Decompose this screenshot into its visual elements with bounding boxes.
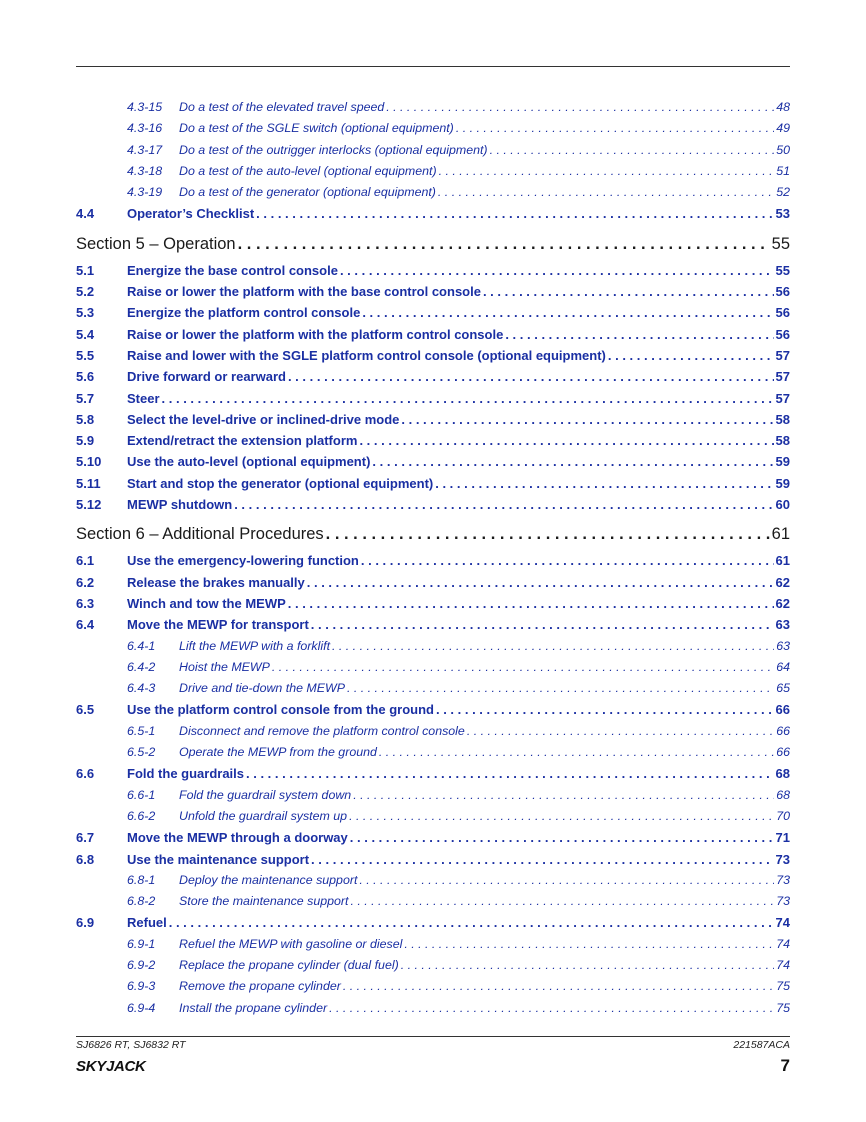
toc-entry-title: Operate the MEWP from the ground [179,745,377,760]
toc-leader-dots [608,345,774,366]
toc-page-number: 74 [776,936,790,951]
toc-subentry[interactable] [76,891,790,912]
toc-entry-title: Drive forward or rearward [127,369,286,385]
toc-entry-title: Raise or lower the platform with the base control console [127,284,481,300]
toc-page-number: 62 [775,595,790,611]
toc-subentry[interactable] [76,636,790,657]
toc-leader-dots [456,118,774,139]
toc-entry-title: Do a test of the SGLE switch (optional equipment) [179,121,454,136]
toc-entry-title: Deploy the maintenance support [179,872,358,887]
toc-leader-dots [401,955,774,976]
toc-leader-dots [162,388,774,409]
toc-subentry[interactable] [76,806,790,827]
header-rule [76,66,790,67]
toc-entry-number: 6.9-2 [127,957,156,972]
footer-rule [76,1036,790,1037]
toc-leader-dots [256,203,773,224]
toc-leader-dots [238,231,770,258]
toc-entry-title: Section 5 – Operation [76,234,236,253]
toc-leader-dots [326,521,770,548]
toc-entry-number: 4.3-19 [127,185,163,200]
toc-entry-title: Do a test of the auto-level (optional equipment) [179,163,437,178]
skyjack-logo [76,1056,164,1074]
toc-entry-title: Energize the platform control console [127,305,361,321]
toc-page-number: 58 [775,433,790,449]
toc-entry[interactable] [76,409,790,430]
toc-entry-title: Do a test of the elevated travel speed [179,100,385,114]
toc-page-number: 60 [775,497,790,513]
toc-entry[interactable] [76,827,790,848]
toc-page-number: 56 [775,284,790,300]
toc-entry-number: 5.7 [76,390,95,406]
toc-leader-dots [435,473,773,494]
toc-entry-number: 4.3-16 [127,121,163,136]
toc-page-number: 52 [776,185,790,200]
toc-page-number: 73 [776,894,790,909]
toc-page-number: 56 [775,326,790,342]
toc-leader-dots [467,721,774,742]
toc-leader-dots [329,998,774,1019]
toc-entry-number: 5.4 [76,326,95,342]
toc-leader-dots [311,849,773,870]
toc-leader-dots [439,161,775,182]
toc-leader-dots [246,763,774,784]
toc-page-number: 59 [775,454,790,470]
toc-entry-title: Refuel [127,915,167,931]
toc-entry-number: 6.4-1 [127,638,156,653]
toc-page-number: 71 [775,830,790,846]
toc-page-number: 57 [775,369,790,385]
toc-entry-title: Extend/retract the extension platform [127,433,358,449]
toc-entry[interactable] [76,366,790,387]
toc-entry-number: 4.4 [76,206,95,222]
toc-leader-dots [490,140,775,161]
toc-entry-number: 6.5-1 [127,723,156,738]
toc-page-number: 55 [771,234,790,253]
toc-leader-dots [359,870,774,891]
toc-entry[interactable] [76,430,790,451]
toc-subentry[interactable] [76,140,790,161]
toc-entry-title: Raise or lower the platform with the platform control console [127,326,504,342]
toc-entry[interactable] [76,388,790,409]
toc-page-number: 64 [776,659,790,674]
toc-page-number: 48 [776,100,790,114]
toc-page-number: 73 [776,872,790,887]
toc-page-number: 65 [776,681,790,696]
toc-entry-number: 6.9-3 [127,979,156,994]
toc-entry-title: Use the auto-level (optional equipment) [127,454,371,470]
toc-entry-number: 6.5-2 [127,745,156,760]
toc-entry-number: 6.2 [76,574,95,590]
toc-leader-dots [307,572,774,593]
toc-entry[interactable] [76,345,790,366]
toc-section-heading[interactable] [76,231,790,258]
toc-entry-number: 6.4 [76,617,95,633]
toc-page-number: 63 [775,617,790,633]
toc-leader-dots [353,785,774,806]
toc-page-number: 66 [776,745,790,760]
toc-entry-title: Store the maintenance support [179,894,349,909]
toc-entry-number: 6.6-2 [127,808,156,823]
toc-page-number: 68 [776,787,790,802]
toc-leader-dots [362,302,773,323]
toc-subentry[interactable] [76,118,790,139]
toc-entry-title: Use the emergency-lowering function [127,553,359,569]
toc-page-number: 61 [771,525,790,544]
toc-entry-number: 6.9 [76,915,95,931]
toc-entry-number: 6.3 [76,595,95,611]
toc-entry-number: 5.12 [76,497,102,513]
toc-leader-dots [169,912,774,933]
toc-leader-dots [372,451,773,472]
toc-entry-number: 6.4-3 [127,681,156,696]
toc-entry-number: 6.8 [76,851,95,867]
toc-page-number: 56 [775,305,790,321]
toc-entry-number: 5.5 [76,347,95,363]
toc-leader-dots [288,366,774,387]
toc-subentry[interactable] [76,742,790,763]
toc-entry[interactable] [76,260,790,281]
toc-entry-number: 4.3-17 [127,142,163,157]
toc-leader-dots [340,260,774,281]
toc-leader-dots [349,806,774,827]
toc-entry-number: 6.9-1 [127,936,156,951]
toc-entry[interactable] [76,550,790,571]
toc-leader-dots [438,182,774,203]
toc-entry-title: Select the level-drive or inclined-drive mode [127,411,400,427]
toc-entry[interactable] [76,203,790,224]
toc-page-number: 66 [776,723,790,738]
toc-leader-dots [386,97,774,118]
toc-entry-number: 5.8 [76,411,95,427]
toc-entry[interactable] [76,572,790,593]
toc-leader-dots [436,699,774,720]
toc-leader-dots [311,614,774,635]
toc-entry-title: Steer [127,390,160,406]
toc-entry-number: 6.6-1 [127,787,156,802]
toc-subentry[interactable] [76,97,790,118]
toc-entry-title: Operator’s Checklist [127,206,255,222]
toc-leader-dots [332,636,774,657]
document-number: 221587ACA [733,1039,790,1051]
toc-entry-title: Do a test of the outrigger interlocks (optional equipment) [179,142,488,157]
toc-page-number: 57 [775,390,790,406]
toc-entry-number: 6.5 [76,702,95,718]
toc-leader-dots [350,827,774,848]
toc-entry[interactable] [76,912,790,933]
toc-entry[interactable] [76,614,790,635]
toc-entry[interactable] [76,451,790,472]
toc-entry-number: 6.9-4 [127,1000,156,1015]
toc-leader-dots [483,281,774,302]
toc-page-number: 53 [775,206,790,222]
toc-entry-title: MEWP shutdown [127,497,233,513]
toc-page-number: 66 [775,702,790,718]
toc-leader-dots [379,742,774,763]
toc-leader-dots [505,324,773,345]
toc-page-number: 70 [776,808,790,823]
toc-entry-number: 5.6 [76,369,95,385]
toc-subentry[interactable] [76,870,790,891]
table-of-contents [76,97,790,1019]
toc-entry-title: Replace the propane cylinder (dual fuel) [179,957,399,972]
toc-page-number: 57 [775,347,790,363]
toc-entry-number: 6.4-2 [127,659,156,674]
toc-leader-dots [404,934,774,955]
toc-page-number: 73 [775,851,790,867]
toc-leader-dots [347,678,774,699]
toc-leader-dots [361,550,774,571]
toc-page-number: 75 [776,979,790,994]
toc-entry-title: Do a test of the generator (optional equipment) [179,185,436,200]
toc-entry-title: Energize the base control console [127,262,338,278]
toc-page-number: 63 [776,638,790,653]
toc-entry[interactable] [76,763,790,784]
toc-page-number: 74 [775,915,790,931]
toc-entry-title: Start and stop the generator (optional equipment) [127,475,434,491]
toc-page-number: 61 [775,553,790,569]
toc-subentry[interactable] [76,998,790,1019]
toc-entry-number: 4.3-15 [127,100,163,114]
toc-page-number: 50 [776,142,790,157]
toc-entry[interactable] [76,281,790,302]
toc-subentry[interactable] [76,955,790,976]
toc-page-number: 49 [776,121,790,136]
toc-entry-title: Release the brakes manually [127,574,305,590]
toc-subentry[interactable] [76,785,790,806]
toc-entry-number: 5.1 [76,262,95,278]
toc-leader-dots [272,657,774,678]
toc-entry-title: Section 6 – Additional Procedures [76,525,324,544]
toc-subentry[interactable] [76,161,790,182]
toc-entry-number: 6.8-1 [127,872,156,887]
toc-leader-dots [350,891,774,912]
toc-page-number: 51 [776,163,790,178]
toc-page-number: 74 [776,957,790,972]
toc-page-number: 58 [775,411,790,427]
toc-leader-dots [401,409,773,430]
toc-entry[interactable] [76,302,790,323]
toc-entry-number: 5.11 [76,475,101,491]
toc-subentry[interactable] [76,657,790,678]
toc-entry-title: Move the MEWP through a doorway [127,830,348,846]
toc-entry[interactable] [76,324,790,345]
toc-subentry[interactable] [76,976,790,997]
toc-entry-number: 6.6 [76,766,95,782]
model-label: SJ6826 RT, SJ6832 RT [76,1039,186,1051]
toc-subentry[interactable] [76,678,790,699]
toc-entry[interactable] [76,699,790,720]
toc-entry-number: 5.3 [76,305,95,321]
toc-entry-title: Lift the MEWP with a forklift [179,638,331,653]
toc-leader-dots [288,593,774,614]
toc-page-number: 62 [775,574,790,590]
toc-entry-title: Unfold the guardrail system up [179,808,348,823]
toc-entry-title: Refuel the MEWP with gasoline or diesel [179,936,403,951]
toc-section-heading[interactable] [76,521,790,548]
toc-entry-number: 6.7 [76,830,95,846]
toc-entry-title: Drive and tie-down the MEWP [179,681,345,696]
toc-page-number: 75 [776,1000,790,1015]
toc-entry-number: 6.1 [76,553,95,569]
toc-entry-title: Install the propane cylinder [179,1000,328,1015]
toc-subentry[interactable] [76,721,790,742]
toc-entry-number: 5.10 [76,454,102,470]
toc-entry-title: Fold the guardrails [127,766,245,782]
toc-entry-title: Use the maintenance support [127,851,310,867]
toc-entry[interactable] [76,494,790,515]
toc-entry[interactable] [76,849,790,870]
toc-leader-dots [234,494,773,515]
toc-entry-title: Raise and lower with the SGLE platform control console (optional equipment) [127,347,606,363]
toc-entry-title: Move the MEWP for transport [127,617,309,633]
toc-page-number: 55 [775,262,790,278]
toc-page-number: 68 [775,766,790,782]
page-number: 7 [780,1056,790,1075]
toc-entry-title: Remove the propane cylinder [179,979,341,994]
toc-subentry[interactable] [76,934,790,955]
toc-page-number: 59 [775,475,790,491]
toc-entry-title: Winch and tow the MEWP [127,595,286,611]
toc-entry-number: 6.8-2 [127,894,156,909]
skyjack-logo-text: SKYJACK [76,1058,146,1074]
toc-entry-title: Use the platform control console from the ground [127,702,434,718]
toc-leader-dots [359,430,773,451]
toc-entry-number: 5.2 [76,284,95,300]
toc-entry-number: 5.9 [76,433,95,449]
toc-entry-number: 4.3-18 [127,163,163,178]
toc-leader-dots [343,976,774,997]
toc-entry-title: Fold the guardrail system down [179,787,352,802]
toc-subentry[interactable] [76,182,790,203]
toc-entry[interactable] [76,473,790,494]
toc-entry[interactable] [76,593,790,614]
toc-entry-title: Disconnect and remove the platform control console [179,723,465,738]
toc-entry-title: Hoist the MEWP [179,659,270,674]
